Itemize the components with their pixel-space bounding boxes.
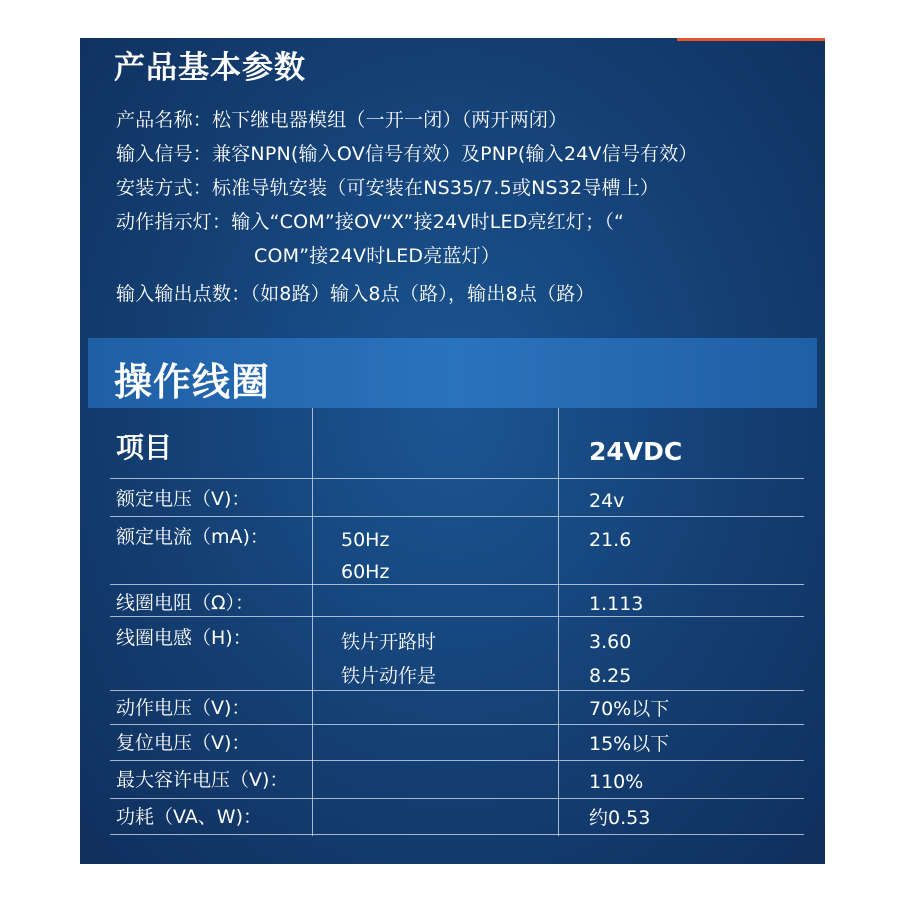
param-line-mounting: 安装方式：标准导轨安装（可安装在NS35/7.5或NS32导槽上） [116,177,660,199]
section-title-coil: 操作线圈 [114,360,271,404]
table-rule [110,584,804,585]
spec-panel [80,38,825,864]
row-value-inductance-open: 3.60 [589,631,632,653]
row-mid-core-actuated: 铁片动作是 [341,665,437,687]
row-label-release-voltage: 复位电压（V)： [116,732,251,754]
row-value-max-voltage: 110% [589,771,644,793]
table-divider [558,408,559,836]
row-label-coil-inductance: 线圈电感（H)： [116,627,252,649]
param-line-input-signal: 输入信号：兼容NPN(输入OV信号有效）及PNP(输入24V信号有效） [116,143,698,165]
table-rule [110,616,804,617]
row-label-rated-voltage: 额定电压（V)： [116,488,251,510]
section-title-basic-params: 产品基本参数 [114,50,306,86]
param-line-product-name: 产品名称：松下继电器模组（一开一闭）（两开两闭） [116,109,568,131]
table-header-value: 24VDC [589,437,683,466]
accent-bar [677,38,825,41]
coil-spec-table [110,408,804,836]
row-label-operate-voltage: 动作电压（V)： [116,697,251,719]
row-label-coil-resistance: 线圈电阻（Ω）： [116,592,255,614]
row-value-rated-voltage: 24v [589,490,625,512]
row-label-max-voltage: 最大容许电压（V)： [116,769,289,791]
row-value-operate-voltage: 70%以下 [589,698,670,720]
table-divider [312,408,313,836]
row-label-rated-current: 额定电流（mA)： [116,526,269,548]
table-rule [110,724,804,725]
table-rule [110,834,804,835]
table-rule [110,760,804,761]
row-value-power: 约0.53 [589,807,651,829]
row-value-coil-resistance: 1.113 [589,593,644,615]
row-mid-core-open: 铁片开路时 [341,631,437,653]
table-rule [110,516,804,517]
param-line-io-points: 输入输出点数：（如8路）输入8点（路），输出8点（路） [116,283,595,305]
table-rule [110,690,804,691]
row-mid-50hz: 50Hz [341,529,390,551]
row-label-power: 功耗（VA、W)： [116,806,262,828]
table-header-item: 项目 [116,431,173,464]
row-value-rated-current: 21.6 [589,529,632,551]
param-line-indicator-cont: COM”接24V时LED亮蓝灯） [254,245,501,267]
row-value-inductance-actuated: 8.25 [589,665,632,687]
section-band [88,338,817,408]
param-line-indicator: 动作指示灯：输入“COM”接OV“X”接24V时LED亮红灯；（“ [116,211,625,233]
row-value-release-voltage: 15%以下 [589,733,670,755]
table-rule [110,798,804,799]
table-rule [110,478,804,479]
row-mid-60hz: 60Hz [341,561,390,583]
